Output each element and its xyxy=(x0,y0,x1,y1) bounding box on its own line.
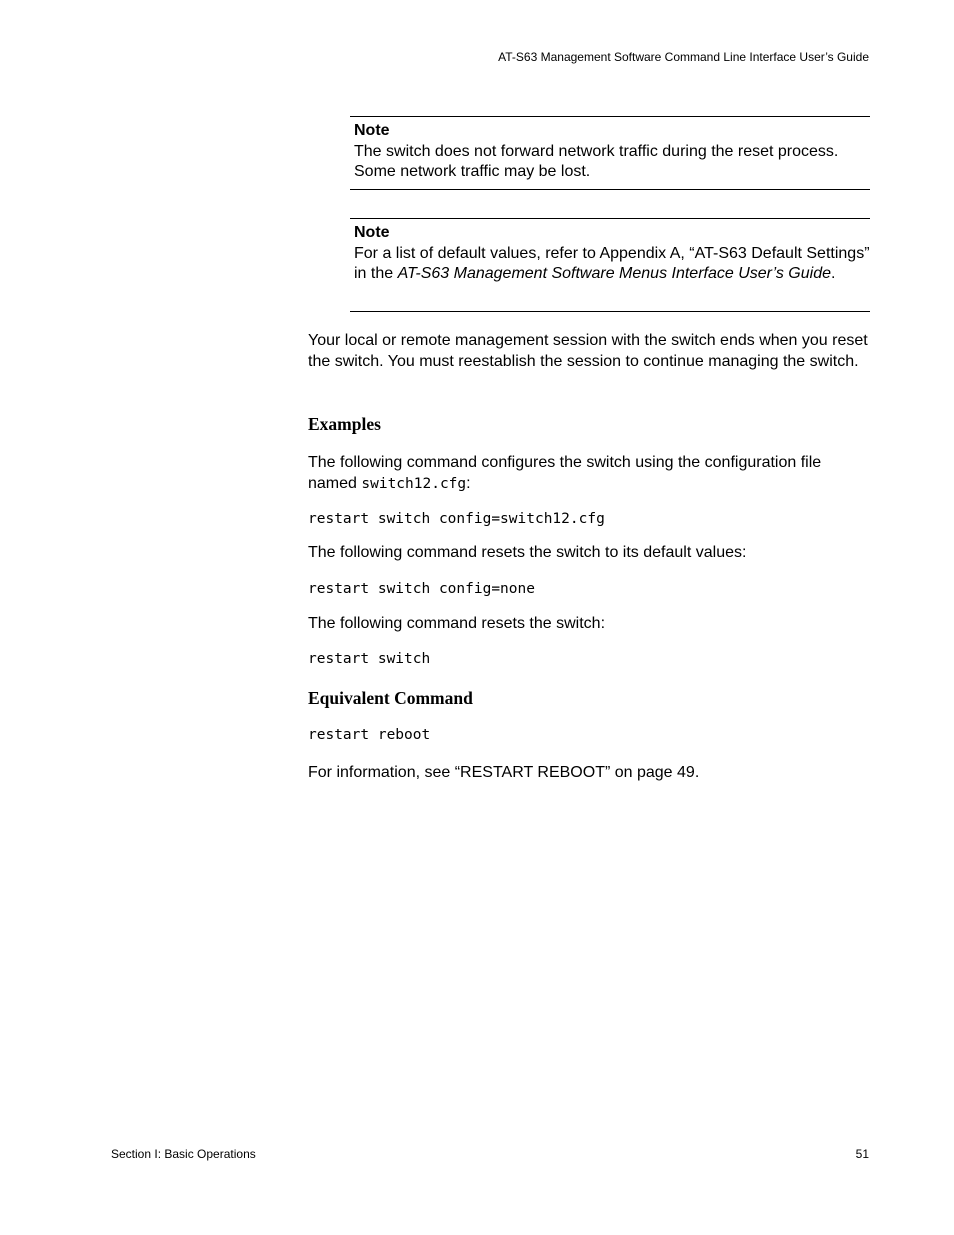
note-box xyxy=(350,218,870,312)
note-text-start: For a list of default values, refer to Appendix A, “AT-S63 Default Settings” in the xyxy=(354,244,870,282)
note-box xyxy=(350,116,870,190)
example-3-intro: The following command resets the switch: xyxy=(308,615,606,632)
note-text xyxy=(354,245,870,283)
example-1-intro-text: The following command configures the switch using the configuration file named xyxy=(308,454,822,492)
equivalent-command-code: restart reboot xyxy=(308,727,431,743)
footer-section: Section I: Basic Operations xyxy=(111,1147,256,1161)
cross-reference: For information, see “RESTART REBOOT” on page 49. xyxy=(308,764,700,781)
example-1-intro xyxy=(308,453,873,494)
session-paragraph: Your local or remote management session with the switch ends when you reset the switch. You must reestablish the session to continue managing the switch. xyxy=(308,332,868,370)
example-2-command: restart switch config=none xyxy=(308,581,535,597)
examples-heading: Examples xyxy=(308,414,381,434)
note-text: The switch does not forward network traffic during the reset process. Some network traffic may be lost. xyxy=(354,142,839,180)
note-title: Note xyxy=(354,224,390,241)
note-text-end: . xyxy=(831,265,836,282)
note-title: Note xyxy=(354,122,390,139)
example-1-intro-colon: : xyxy=(466,474,471,492)
equivalent-command-heading: Equivalent Command xyxy=(308,688,473,708)
guide-title-italic: AT-S63 Management Software Menus Interface User’s Guide xyxy=(397,265,831,282)
example-1-command: restart switch config=switch12.cfg xyxy=(308,511,605,527)
config-filename: switch12.cfg xyxy=(361,475,467,492)
running-header: AT-S63 Management Software Command Line Interface User’s Guide xyxy=(498,50,869,64)
example-2-intro: The following command resets the switch to its default values: xyxy=(308,544,747,561)
page-number: 51 xyxy=(855,1147,869,1161)
example-3-command: restart switch xyxy=(308,651,431,667)
